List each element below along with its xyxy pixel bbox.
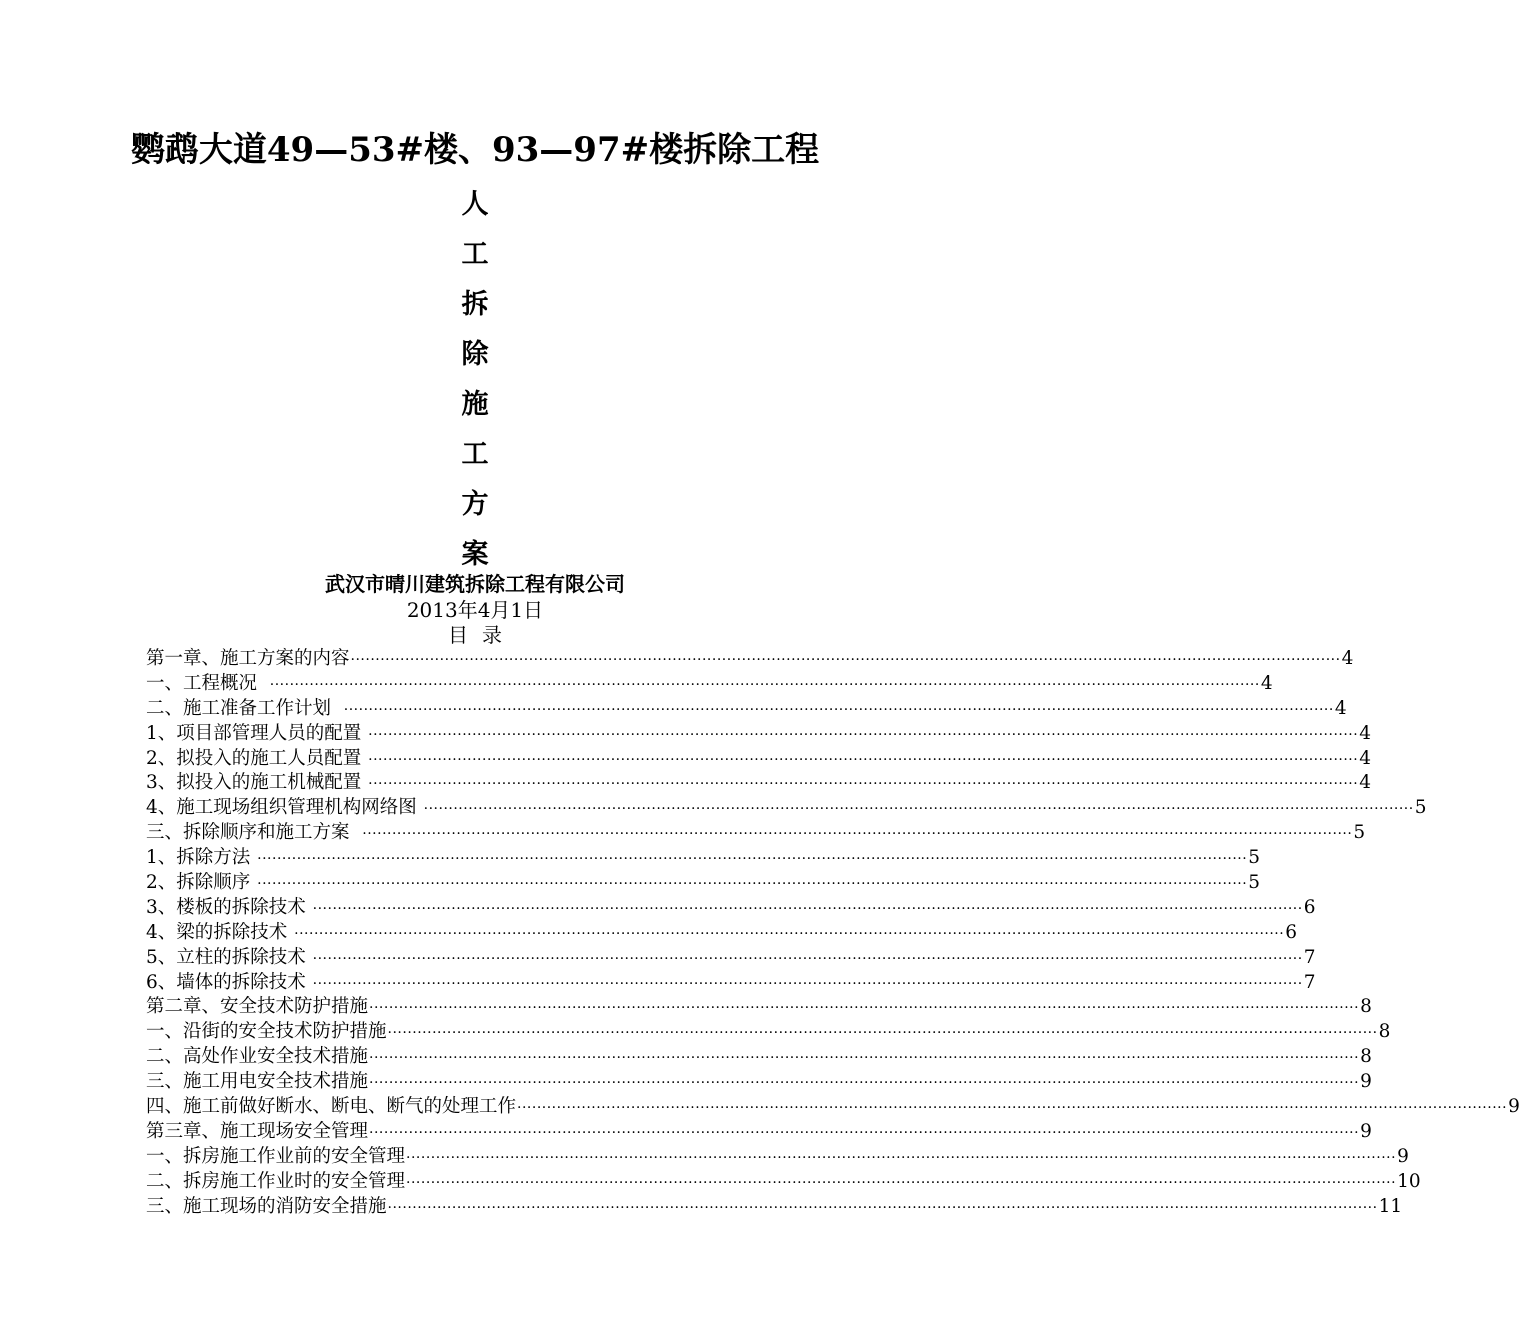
toc-entry-label: 1、拆除方法	[146, 847, 257, 869]
toc-entry[interactable]	[146, 946, 1316, 971]
toc-entry-page: 5	[1248, 847, 1260, 869]
subtitle-char: 方	[461, 489, 489, 520]
toc-entry-page: 8	[1378, 1021, 1391, 1043]
toc-entry-page: 4	[1260, 672, 1273, 694]
toc-entry-label: 二、高处作业安全技术措施	[146, 1046, 369, 1068]
toc-entry-page: 7	[1303, 946, 1316, 968]
subtitle-char: 人	[461, 189, 489, 220]
toc-dot-leader: ········································································································································································································	[517, 1100, 1508, 1117]
toc-heading: 目录	[448, 623, 516, 647]
toc-entry-label: 6、墙体的拆除技术	[146, 971, 312, 993]
toc-entry[interactable]	[146, 1045, 1372, 1070]
table-of-contents	[146, 647, 1520, 1219]
toc-dot-leader: ········································································································································································································	[387, 1199, 1378, 1216]
toc-entry[interactable]	[146, 821, 1366, 846]
toc-entry-label: 二、拆房施工作业时的安全管理	[146, 1170, 406, 1192]
toc-entry[interactable]	[146, 1070, 1372, 1095]
toc-dot-leader: ········································································································································································································	[343, 701, 1334, 718]
toc-dot-leader: ········································································································································································································	[369, 1075, 1360, 1092]
toc-entry[interactable]	[146, 871, 1260, 896]
toc-entry-label: 三、施工用电安全技术措施	[146, 1071, 369, 1093]
toc-entry[interactable]	[146, 771, 1371, 796]
toc-entry-page: 4	[1359, 722, 1371, 744]
toc-entry[interactable]	[146, 896, 1316, 921]
toc-entry-page: 5	[1414, 797, 1427, 819]
toc-entry[interactable]	[146, 1170, 1421, 1195]
toc-entry-label: 第三章、施工现场安全管理	[146, 1120, 369, 1142]
toc-dot-leader: ········································································································································································································	[369, 1050, 1360, 1067]
toc-dot-leader: ········································································································································································································	[312, 975, 1303, 992]
toc-dot-leader: ········································································································································································································	[269, 676, 1260, 693]
toc-entry-label: 三、施工现场的消防安全措施	[146, 1195, 387, 1217]
toc-entry-label: 2、拆除顺序	[146, 872, 257, 894]
toc-dot-leader: ········································································································································································································	[369, 1000, 1360, 1017]
toc-entry-label: 第一章、施工方案的内容	[146, 648, 350, 669]
toc-entry-label: 2、拟投入的施工人员配置	[146, 747, 368, 769]
toc-dot-leader: ········································································································································································································	[368, 751, 1359, 768]
toc-entry-page: 4	[1359, 747, 1371, 769]
toc-dot-leader: ········································································································································································································	[368, 726, 1359, 743]
toc-entry[interactable]	[146, 971, 1316, 996]
subtitle-char: 除	[461, 339, 489, 370]
toc-entry-page: 4	[1334, 697, 1347, 719]
toc-dot-leader: ········································································································································································································	[257, 851, 1248, 868]
subtitle-char: 施	[461, 389, 489, 420]
toc-entry[interactable]	[146, 1095, 1520, 1120]
toc-entry-page: 8	[1360, 1046, 1372, 1068]
toc-entry-page: 9	[1360, 1120, 1372, 1142]
toc-entry[interactable]	[146, 1120, 1372, 1145]
toc-entry[interactable]	[146, 1145, 1409, 1170]
toc-entry[interactable]	[146, 1195, 1403, 1220]
toc-entry[interactable]	[146, 921, 1297, 946]
toc-entry[interactable]	[146, 647, 1354, 672]
toc-entry-label: 3、拟投入的施工机械配置	[146, 772, 368, 794]
toc-entry-page: 9	[1397, 1145, 1409, 1167]
toc-entry[interactable]	[146, 995, 1372, 1020]
toc-dot-leader: ········································································································································································································	[387, 1025, 1378, 1042]
toc-entry-label: 4、施工现场组织管理机构网络图	[146, 797, 423, 819]
toc-entry-page: 9	[1360, 1071, 1372, 1093]
toc-dot-leader: ········································································································································································································	[423, 801, 1414, 818]
toc-entry-page: 5	[1353, 822, 1366, 844]
toc-dot-leader: ········································································································································································································	[362, 826, 1353, 843]
toc-dot-leader: ········································································································································································································	[368, 776, 1359, 793]
toc-entry[interactable]	[146, 846, 1260, 871]
toc-entry-page: 8	[1360, 996, 1372, 1018]
toc-entry-label: 二、施工准备工作计划	[146, 697, 343, 719]
toc-dot-leader: ········································································································································································································	[294, 925, 1285, 942]
toc-entry-label: 三、拆除顺序和施工方案	[146, 822, 362, 844]
toc-dot-leader: ········································································································································································································	[406, 1149, 1397, 1166]
toc-entry[interactable]	[146, 697, 1347, 722]
toc-entry[interactable]	[146, 747, 1371, 772]
toc-entry-page: 7	[1303, 971, 1316, 993]
toc-entry-label: 5、立柱的拆除技术	[146, 946, 312, 968]
toc-entry-label: 一、沿街的安全技术防护措施	[146, 1021, 387, 1043]
toc-entry-label: 3、楼板的拆除技术	[146, 896, 312, 918]
subtitle-char: 拆	[461, 289, 489, 320]
toc-dot-leader: ········································································································································································································	[257, 876, 1248, 893]
toc-entry-label: 一、工程概况	[146, 672, 269, 694]
toc-entry-page: 6	[1303, 896, 1316, 918]
toc-entry-page: 4	[1341, 648, 1354, 669]
toc-dot-leader: ········································································································································································································	[350, 652, 1341, 668]
toc-entry-label: 1、项目部管理人员的配置	[146, 722, 368, 744]
toc-entry-page: 4	[1359, 772, 1371, 794]
toc-dot-leader: ········································································································································································································	[312, 950, 1303, 967]
toc-entry-label: 4、梁的拆除技术	[146, 921, 294, 943]
toc-entry-page: 5	[1248, 872, 1260, 894]
vertical-subtitle	[0, 180, 950, 580]
subtitle-char: 工	[461, 239, 489, 270]
toc-entry-page: 11	[1378, 1195, 1403, 1217]
toc-dot-leader: ········································································································································································································	[369, 1124, 1360, 1141]
toc-entry[interactable]	[146, 722, 1371, 747]
toc-entry[interactable]	[146, 672, 1273, 697]
company-name: 武汉市晴川建筑拆除工程有限公司	[325, 572, 625, 596]
toc-dot-leader: ········································································································································································································	[406, 1174, 1397, 1191]
toc-dot-leader: ········································································································································································································	[312, 900, 1303, 917]
toc-entry-page: 9	[1508, 1096, 1520, 1118]
toc-entry-label: 一、拆房施工作业前的安全管理	[146, 1145, 406, 1167]
toc-entry-label: 第二章、安全技术防护措施	[146, 996, 369, 1018]
document-date: 2013年4月1日	[406, 598, 544, 622]
subtitle-char: 工	[461, 439, 489, 470]
toc-entry-page: 10	[1397, 1170, 1421, 1192]
main-title: 鹦鹉大道49—53#楼、93—97#楼拆除工程	[130, 130, 820, 170]
toc-entry[interactable]	[146, 796, 1427, 821]
toc-entry-label: 四、施工前做好断水、断电、断气的处理工作	[146, 1096, 517, 1118]
subtitle-char: 案	[461, 539, 489, 570]
toc-entry[interactable]	[146, 1020, 1391, 1045]
toc-entry-page: 6	[1285, 921, 1297, 943]
